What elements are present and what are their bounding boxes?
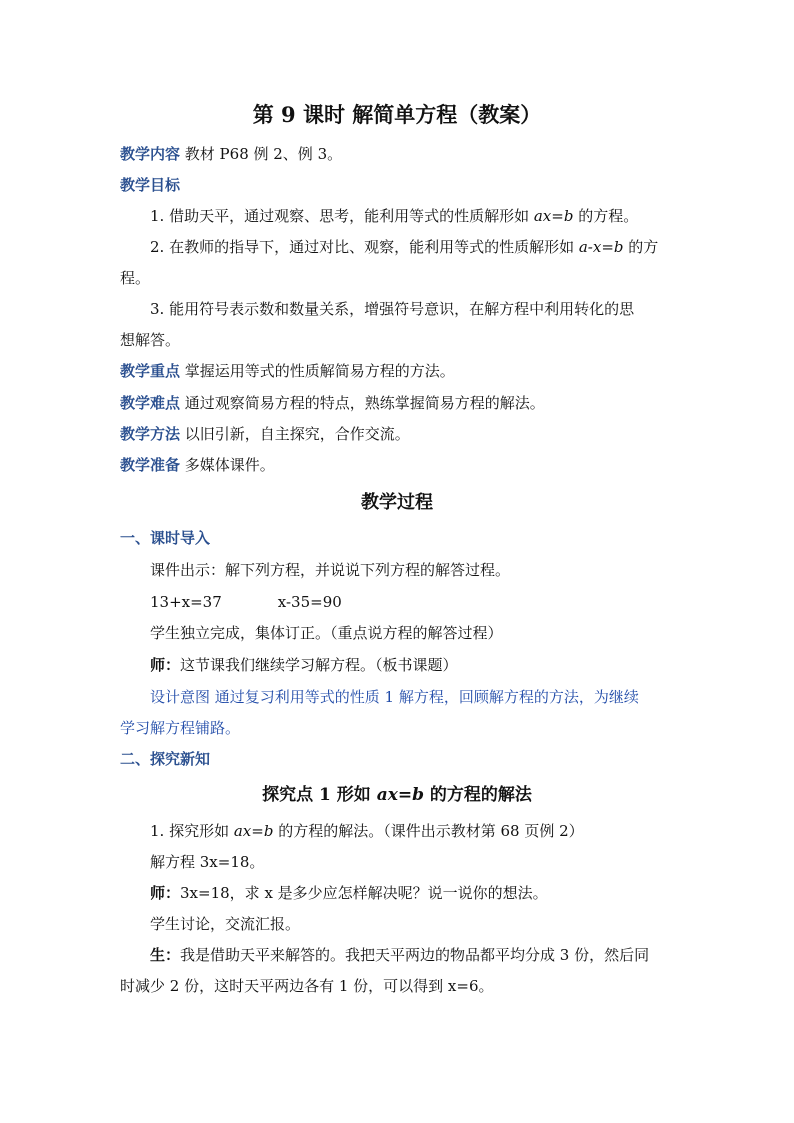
teaching-preparation-text: 多媒体课件。 xyxy=(180,456,275,474)
objective-2-post: 的方 xyxy=(623,238,659,256)
objective-1-post: 的方程。 xyxy=(573,207,639,225)
student-discussion-line: 学生讨论，交流汇报。 xyxy=(150,915,301,933)
objective-2-equation: a-x=b xyxy=(578,238,624,256)
objective-2-continued: 程。 xyxy=(120,269,151,287)
section-1-paragraph-1: 课件出示：解下列方程，并说说下列方程的解答过程。 xyxy=(150,561,511,579)
objective-2-pre: 2. 在教师的指导下，通过对比、观察，能利用等式的性质解形如 xyxy=(150,238,579,256)
explore-point-1-heading xyxy=(0,784,794,806)
objective-3-line-1: 3. 能用符号表示数和数量关系，增强符号意识，在解方程中利用转化的思 xyxy=(150,300,635,318)
solve-equation-line: 解方程 3x=18。 xyxy=(150,853,265,871)
teaching-focus-label: 教学重点 xyxy=(120,362,181,380)
teacher-label: 师： xyxy=(150,656,181,674)
explore-question-1 xyxy=(150,820,584,842)
explore-question-1-equation: ax=b xyxy=(233,822,274,840)
teacher-line-1 xyxy=(150,654,458,676)
teaching-method-label: 教学方法 xyxy=(120,425,181,443)
teaching-content-text: 教材 P68 例 2、例 3。 xyxy=(180,145,343,163)
teaching-focus-text: 掌握运用等式的性质解简易方程的方法。 xyxy=(180,362,455,380)
teaching-content-line xyxy=(120,143,342,165)
design-intent-label: 设计意图 xyxy=(150,688,211,706)
student-answer-text-1: 我是借助天平来解答的。我把天平两边的物品都平均分成 3 份，然后同 xyxy=(180,946,650,964)
design-intent-line-2: 学习解方程铺路。 xyxy=(120,719,241,737)
explore-point-1-post: 的方程的解法 xyxy=(423,785,532,805)
section-1-heading: 一、课时导入 xyxy=(120,529,211,547)
review-equation-1: 13+x=37 xyxy=(150,593,222,611)
design-intent-line-1 xyxy=(150,686,639,708)
teaching-difficulty-text: 通过观察简易方程的特点，熟练掌握简易方程的解法。 xyxy=(180,394,545,412)
teaching-objectives-line xyxy=(120,174,180,196)
explore-point-1-pre: 探究点 1 形如 xyxy=(262,785,377,805)
explore-point-1-equation: ax=b xyxy=(376,785,424,805)
teaching-preparation-label: 教学准备 xyxy=(120,456,181,474)
teacher-text: 这节课我们继续学习解方程。（板书课题） xyxy=(180,656,458,674)
review-equations xyxy=(150,591,342,613)
teaching-method-text: 以旧引新，自主探究，合作交流。 xyxy=(180,425,410,443)
process-heading: 教学过程 xyxy=(361,492,433,513)
student-label: 生： xyxy=(150,946,181,964)
teaching-objectives-label: 教学目标 xyxy=(120,176,181,194)
explore-question-1-post: 的方程的解法。（课件出示教材第 68 页例 2） xyxy=(273,822,584,840)
teacher-text-2: 3x=18，求 x 是多少应怎样解决呢？说一说你的想法。 xyxy=(180,884,548,902)
teaching-method-line xyxy=(120,423,410,445)
design-intent-text-1: 通过复习利用等式的性质 1 解方程，回顾解方程的方法，为继续 xyxy=(210,688,639,706)
objective-1 xyxy=(150,205,638,227)
student-answer-line-2: 时减少 2 份，这时天平两边各有 1 份，可以得到 x=6。 xyxy=(120,977,494,995)
teaching-difficulty-label: 教学难点 xyxy=(120,394,181,412)
teacher-label-2: 师： xyxy=(150,884,181,902)
student-answer-line-1 xyxy=(150,944,649,966)
teaching-difficulty-line xyxy=(120,392,545,414)
teacher-line-2 xyxy=(150,882,548,904)
objective-2 xyxy=(150,236,658,258)
section-2-heading: 二、探究新知 xyxy=(120,750,211,768)
teaching-content-label: 教学内容 xyxy=(120,145,181,163)
objective-1-equation: ax=b xyxy=(533,207,574,225)
objective-1-pre: 1. 借助天平，通过观察、思考，能利用等式的性质解形如 xyxy=(150,207,534,225)
explore-question-1-pre: 1. 探究形如 xyxy=(150,822,234,840)
section-1-paragraph-2: 学生独立完成，集体订正。（重点说方程的解答过程） xyxy=(150,624,503,642)
teaching-preparation-line xyxy=(120,454,275,476)
teaching-focus-line xyxy=(120,360,455,382)
review-equation-2: x-35=90 xyxy=(277,593,342,611)
objective-3-line-2: 想解答。 xyxy=(120,331,181,349)
lesson-title: 第 9 课时 解简单方程（教案） xyxy=(252,102,542,127)
